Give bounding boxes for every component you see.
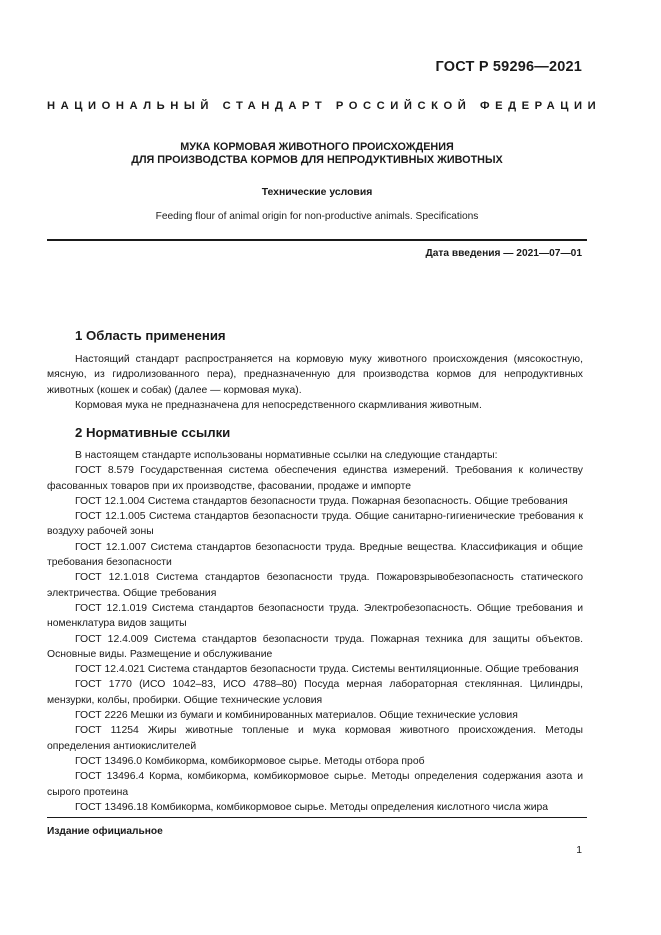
english-title: Feeding flour of animal origin for non-productive animals. Specifications	[155, 211, 479, 222]
reference-item: ГОСТ 12.1.007 Система стандартов безопасности труда. Вредные вещества. Классификация и общие требования безопасности	[47, 541, 583, 569]
paragraph: В настоящем стандарте использованы нормативные ссылки на следующие стандарты:	[75, 450, 498, 461]
section-2-heading: 2 Нормативные ссылки	[75, 425, 231, 440]
reference-item: ГОСТ 12.1.005 Система стандартов безопасности труда. Общие санитарно-гигиенические требования к воздуху рабочей зоны	[47, 511, 583, 538]
reference-item: ГОСТ 12.1.018 Система стандартов безопасности труда. Пожаровзрывобезопасность статического электричества. Общие требования	[47, 572, 583, 599]
national-standard-header: НАЦИОНАЛЬНЫЙ СТАНДАРТ РОССИЙСКОЙ ФЕДЕРАЦИИ	[47, 100, 602, 112]
document-code: ГОСТ Р 59296—2021	[435, 59, 582, 75]
document-title-line-1: МУКА КОРМОВАЯ ЖИВОТНОГО ПРОИСХОЖДЕНИЯ	[180, 141, 454, 153]
page-number: 1	[576, 845, 582, 856]
reference-item: ГОСТ 13496.0 Комбикорма, комбикормовое сырье. Методы отбора проб	[75, 755, 425, 767]
paragraph: Кормовая мука не предназначена для непосредственного скармливания животным.	[75, 399, 482, 411]
reference-item: ГОСТ 2226 Мешки из бумаги и комбинированных материалов. Общие технические условия	[75, 710, 518, 722]
section-1-heading: 1 Область применения	[75, 328, 226, 343]
footer-divider	[47, 817, 587, 818]
document-subtitle: Технические условия	[261, 187, 373, 198]
introduction-date: Дата введения — 2021—07—01	[425, 248, 582, 259]
reference-item: ГОСТ 1770 (ИСО 1042–83, ИСО 4788–80) Посуда мерная лабораторная стеклянная. Цилиндры, мензурки, колбы, пробирки. Общие технические условия	[47, 679, 583, 706]
reference-item: ГОСТ 12.1.019 Система стандартов безопасности труда. Электробезопасность. Общие требования и номенклатура видов защиты	[47, 602, 583, 630]
reference-item: ГОСТ 8.579 Государственная система обеспечения единства измерений. Требования к количеству фасованных товаров при их производстве, фасовании, продаже и импорте	[47, 465, 583, 492]
document-title-line-2: ДЛЯ ПРОИЗВОДСТВА КОРМОВ ДЛЯ НЕПРОДУКТИВНЫХ ЖИВОТНЫХ	[131, 154, 503, 166]
reference-item: ГОСТ 12.4.021 Система стандартов безопасности труда. Системы вентиляционные. Общие требования	[75, 664, 579, 676]
reference-item: ГОСТ 11254 Жиры животные топленые и мука кормовая животного происхождения. Методы определения антиокислителей	[47, 725, 583, 752]
reference-item: ГОСТ 13496.18 Комбикорма, комбикормовое сырье. Методы определения кислотного числа жира	[75, 801, 549, 813]
reference-item: ГОСТ 12.1.004 Система стандартов безопасности труда. Пожарная безопасность. Общие требования	[75, 495, 568, 507]
reference-item: ГОСТ 12.4.009 Система стандартов безопасности труда. Пожарная техника для защиты объектов. Основные виды. Размещение и обслуживание	[47, 633, 583, 660]
section-2-body	[47, 448, 583, 815]
section-1-body	[47, 352, 583, 413]
reference-item: ГОСТ 13496.4 Корма, комбикорма, комбикормовое сырье. Методы определения содержания азота и сырого протеина	[47, 771, 583, 798]
paragraph: Настоящий стандарт распространяется на кормовую муку животного происхождения (мясокостную, мясную, из гидролизованного пера), предназначенную для производства кормов для непродуктивных животных (кошек и собак) (далее — кормовая мука).	[47, 354, 583, 396]
title-divider	[47, 239, 587, 241]
edition-label: Издание официальное	[47, 826, 163, 837]
